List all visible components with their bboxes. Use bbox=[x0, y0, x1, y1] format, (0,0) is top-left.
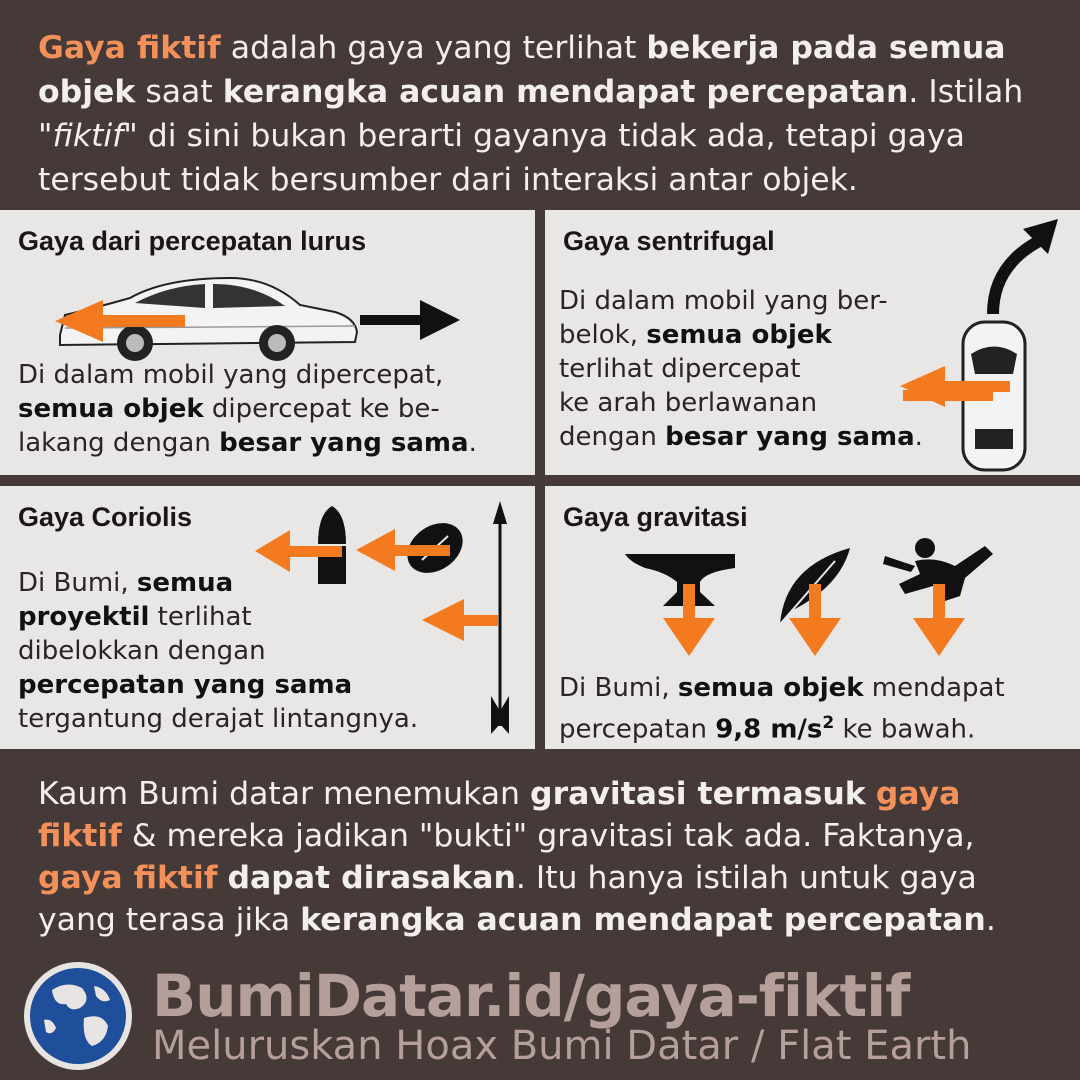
intro-bold: bekerja pada semua objek bbox=[38, 30, 1006, 110]
body-text: . bbox=[468, 428, 477, 458]
body-text: belok, bbox=[559, 320, 647, 350]
outro-text: & mereka jadikan "bukti" gravitasi tak ada. Faktanya, bbox=[121, 818, 975, 854]
outro-keyword: gaya fiktif bbox=[38, 776, 961, 854]
body-line bbox=[559, 318, 923, 352]
body-bold: percepatan yang sama bbox=[18, 670, 353, 700]
intro-bold: kerangka acuan mendapat percepatan bbox=[222, 74, 909, 110]
body-text: . bbox=[914, 422, 923, 452]
panel-coriolis bbox=[0, 486, 535, 749]
outro-text: . Itu hanya istilah untuk gaya yang terasa jika bbox=[38, 860, 977, 938]
body-line: ke arah berlawanan bbox=[559, 388, 818, 418]
body-line bbox=[18, 600, 418, 634]
outro-bold: gravitasi termasuk bbox=[530, 776, 866, 812]
site-url: BumiDatar.id/gaya-fiktif bbox=[152, 962, 910, 1030]
superscript: 2 bbox=[822, 713, 835, 733]
body-bold: semua objek bbox=[18, 394, 204, 424]
panel-body bbox=[559, 671, 1005, 747]
body-line bbox=[559, 671, 1005, 705]
body-text: dengan bbox=[559, 422, 666, 452]
body-text: mendapat bbox=[863, 673, 1005, 703]
outro-bold: kerangka acuan mendapat percepatan bbox=[300, 902, 986, 938]
intro-text: saat bbox=[135, 74, 223, 110]
body-line: terlihat dipercepat bbox=[559, 354, 801, 384]
car-side-icon bbox=[55, 270, 475, 370]
body-bold: semua bbox=[136, 568, 234, 598]
body-line bbox=[18, 668, 418, 702]
panel-centrifugal bbox=[545, 210, 1080, 475]
intro-italic: "fiktif" bbox=[38, 118, 138, 154]
body-bold: 9,8 m/s bbox=[715, 714, 823, 745]
outro-text: Kaum Bumi datar menemukan bbox=[38, 776, 531, 812]
outro-paragraph bbox=[38, 773, 1048, 941]
panel-title: Gaya sentrifugal bbox=[563, 226, 775, 256]
globe-logo-icon bbox=[22, 960, 134, 1072]
panel-body bbox=[559, 284, 923, 454]
intro-keyword: Gaya fiktif bbox=[38, 30, 221, 66]
outro-keyword: gaya fiktif bbox=[38, 860, 218, 896]
gravity-illustration bbox=[615, 526, 1035, 666]
body-bold: semua objek bbox=[677, 673, 864, 703]
body-bold: besar yang sama bbox=[665, 422, 915, 452]
body-line bbox=[559, 705, 1005, 747]
intro-text: . Istilah bbox=[908, 74, 1024, 110]
body-text: Di Bumi, bbox=[18, 568, 137, 598]
body-text: lakang dengan bbox=[18, 428, 220, 458]
body-text: terlihat bbox=[149, 602, 252, 632]
body-text: dipercepat ke be- bbox=[203, 394, 440, 424]
body-line bbox=[18, 392, 477, 426]
panel-title: Gaya dari percepatan lurus bbox=[18, 226, 367, 256]
body-line bbox=[18, 426, 477, 460]
body-text: ke bawah. bbox=[834, 714, 976, 745]
body-bold: besar yang sama bbox=[219, 428, 469, 458]
panel-title: Gaya gravitasi bbox=[563, 502, 748, 532]
panel-linear-acceleration bbox=[0, 210, 535, 475]
body-line: Di dalam mobil yang ber- bbox=[559, 286, 888, 316]
body-line: Di dalam mobil yang dipercepat, bbox=[18, 360, 444, 390]
outro-text bbox=[217, 860, 227, 896]
outro-bold: dapat dirasakan bbox=[227, 860, 516, 896]
panel-title: Gaya Coriolis bbox=[18, 502, 193, 532]
panel-body bbox=[18, 358, 477, 460]
body-text: percepatan bbox=[559, 714, 716, 745]
body-bold: proyektil bbox=[18, 602, 150, 632]
outro-text bbox=[866, 776, 876, 812]
body-line: dibelokkan dengan bbox=[18, 636, 266, 666]
panel-gravity bbox=[545, 486, 1080, 749]
anvil-icon bbox=[625, 554, 735, 606]
outro-text: . bbox=[985, 902, 996, 938]
site-tagline: Meluruskan Hoax Bumi Datar / Flat Earth bbox=[152, 1023, 972, 1069]
body-line: tergantung derajat lintangnya. bbox=[18, 704, 419, 734]
intro-paragraph bbox=[38, 26, 1048, 202]
body-text: Di Bumi, bbox=[559, 673, 678, 703]
intro-text: di sini bukan berarti gayanya tidak ada, tetapi gaya tersebut tidak bersumber dari interaksi antar objek. bbox=[38, 118, 965, 198]
body-bold: semua objek bbox=[646, 320, 832, 350]
panel-body bbox=[18, 566, 418, 736]
body-line bbox=[559, 420, 923, 454]
intro-text: adalah gaya yang terlihat bbox=[220, 30, 647, 66]
body-line bbox=[18, 566, 418, 600]
